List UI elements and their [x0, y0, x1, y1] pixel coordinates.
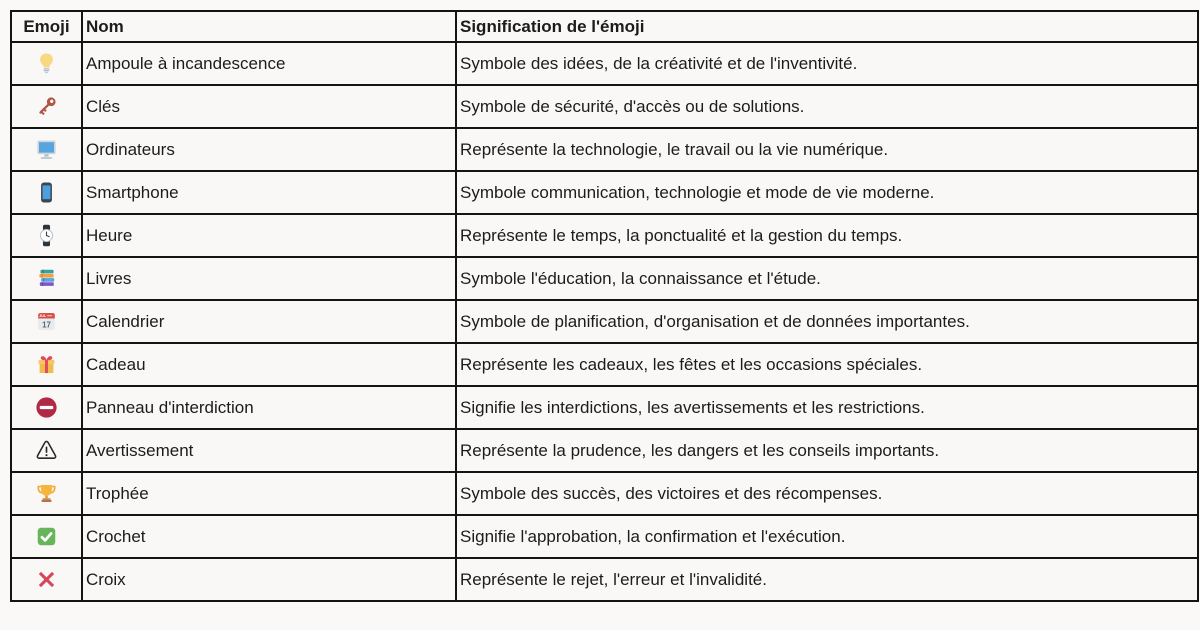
warning-icon	[34, 438, 59, 463]
emoji-cell	[11, 472, 82, 515]
table-body	[11, 42, 1198, 601]
emoji-cell	[11, 558, 82, 601]
emoji-cell	[11, 300, 82, 343]
emoji-cell	[11, 85, 82, 128]
nom-cell: Clés	[82, 85, 456, 128]
calendar-icon	[34, 309, 59, 334]
emoji-cell	[11, 343, 82, 386]
nom-cell: Trophée	[82, 472, 456, 515]
table-row	[11, 171, 1198, 214]
emoji-cell	[11, 128, 82, 171]
signification-cell: Symbole des succès, des victoires et des récompenses.	[456, 472, 1198, 515]
header-row	[11, 11, 1198, 42]
emoji-cell	[11, 386, 82, 429]
books-icon	[34, 266, 59, 291]
signification-cell: Signifie les interdictions, les avertissements et les restrictions.	[456, 386, 1198, 429]
table-row	[11, 128, 1198, 171]
nom-cell: Heure	[82, 214, 456, 257]
signification-cell: Symbole l'éducation, la connaissance et l'étude.	[456, 257, 1198, 300]
watch-icon	[34, 223, 59, 248]
emoji-cell	[11, 214, 82, 257]
key-icon	[34, 94, 59, 119]
signification-cell: Symbole de planification, d'organisation et de données importantes.	[456, 300, 1198, 343]
signification-cell: Représente le temps, la ponctualité et la gestion du temps.	[456, 214, 1198, 257]
signification-cell: Représente le rejet, l'erreur et l'invalidité.	[456, 558, 1198, 601]
emoji-cell	[11, 42, 82, 85]
emoji-cell	[11, 257, 82, 300]
table-row	[11, 386, 1198, 429]
check-mark-icon	[34, 524, 59, 549]
signification-cell: Symbole de sécurité, d'accès ou de solutions.	[456, 85, 1198, 128]
table-row	[11, 429, 1198, 472]
table-header	[11, 11, 1198, 42]
column-header-signification: Signification de l'émoji	[456, 11, 1198, 42]
signification-cell: Représente les cadeaux, les fêtes et les occasions spéciales.	[456, 343, 1198, 386]
table-row	[11, 214, 1198, 257]
nom-cell: Croix	[82, 558, 456, 601]
nom-cell: Livres	[82, 257, 456, 300]
column-header-nom: Nom	[82, 11, 456, 42]
table-row	[11, 257, 1198, 300]
nom-cell: Panneau d'interdiction	[82, 386, 456, 429]
cross-mark-icon	[34, 567, 59, 592]
signification-cell: Représente la prudence, les dangers et les conseils importants.	[456, 429, 1198, 472]
light-bulb-icon	[34, 51, 59, 76]
nom-cell: Calendrier	[82, 300, 456, 343]
column-header-emoji: Emoji	[11, 11, 82, 42]
emoji-meaning-table	[10, 10, 1199, 602]
table-row	[11, 472, 1198, 515]
gift-icon	[34, 352, 59, 377]
signification-cell: Symbole des idées, de la créativité et de l'inventivité.	[456, 42, 1198, 85]
table-row	[11, 300, 1198, 343]
emoji-cell	[11, 171, 82, 214]
no-entry-icon	[34, 395, 59, 420]
nom-cell: Smartphone	[82, 171, 456, 214]
nom-cell: Avertissement	[82, 429, 456, 472]
desktop-computer-icon	[34, 137, 59, 162]
emoji-cell	[11, 429, 82, 472]
nom-cell: Ampoule à incandescence	[82, 42, 456, 85]
table-row	[11, 515, 1198, 558]
nom-cell: Ordinateurs	[82, 128, 456, 171]
table-row	[11, 558, 1198, 601]
nom-cell: Crochet	[82, 515, 456, 558]
signification-cell: Signifie l'approbation, la confirmation et l'exécution.	[456, 515, 1198, 558]
emoji-cell	[11, 515, 82, 558]
table-row	[11, 42, 1198, 85]
signification-cell: Représente la technologie, le travail ou la vie numérique.	[456, 128, 1198, 171]
table-row	[11, 343, 1198, 386]
nom-cell: Cadeau	[82, 343, 456, 386]
trophy-icon	[34, 481, 59, 506]
smartphone-icon	[34, 180, 59, 205]
table-row	[11, 85, 1198, 128]
signification-cell: Symbole communication, technologie et mode de vie moderne.	[456, 171, 1198, 214]
